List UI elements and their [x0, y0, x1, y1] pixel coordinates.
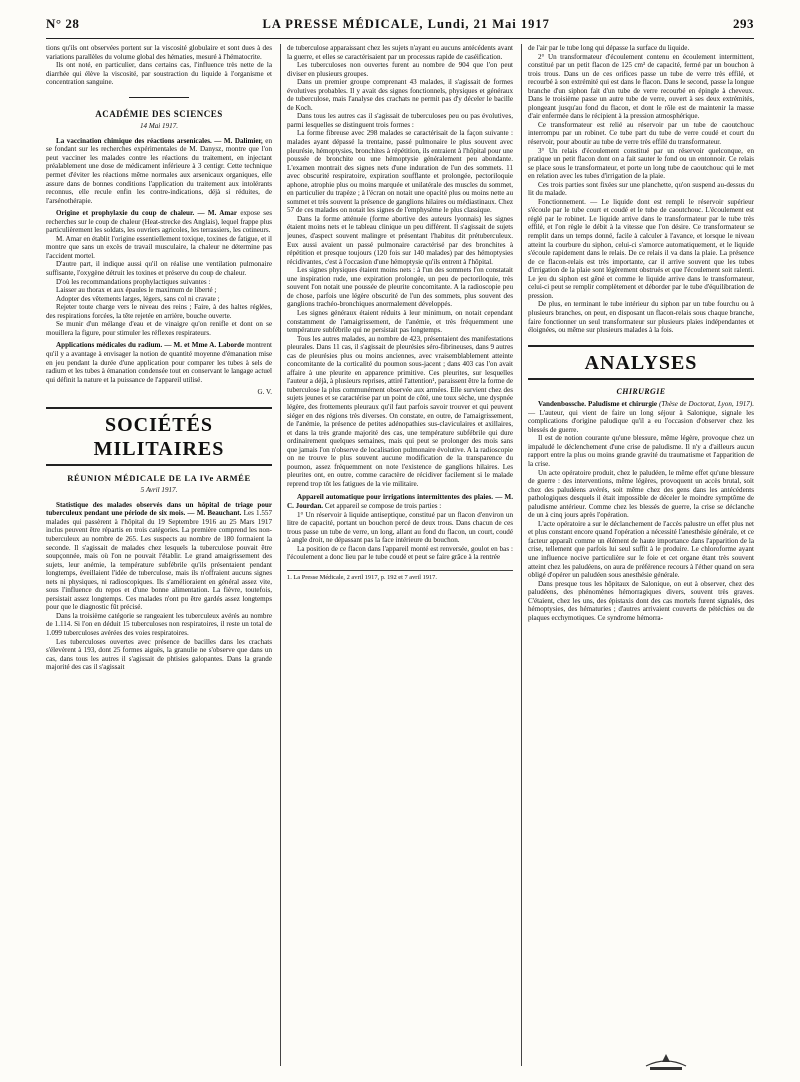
paragraph: Tous les autres malades, au nombre de 423, présentaient des manifestations pleurales. Dans 11 cas, il s'agissait de pleurésies séro-fibrineuses, dans 9 autres cas de pleurésies plus ou moins anciennes, avec vraisemblablement atteinte concomitante de la corticalité du poumon sous-jacent ; dans 403 cas l'on avait affaire à une pleurite en apparence primitive. Ces pleurites, sur lesquelles l'auteur a déjà, à plusieurs reprises, attiré l'attention¹, paraissent être la forme de tuberculose la plus communément observée aux armées. Elle survient chez des sujets jeunes et se caractérise par un point de côté, une toux sèche, une dyspnée légère, des frottements pleuraux qu'il faut parfois savoir trouver et qui peuvent siéger en des régions très diverses. On constate, en outre, de l'amaigrissement, de l'anémie, la présence de petites adénopathies sus-claviculaires et axillaires, et dans la très grande majorité des cas, une température subfébrile qui dure ordinairement quelques semaines, mais qui peut se prolonger des mois sans que jamais l'on n'observe de localisation pulmonaire évolutive. A la radioscopie on ne trouve le plus souvent aucune modification de la transparence du poumon, assez fréquemment on note l'existence de ganglions hilaires. Les pleurites ont, en outre, comme caractère de récidiver facilement si le malade reprend trop tôt les fatigues de la vie militaire. [287, 334, 513, 488]
column-separator [521, 44, 522, 1066]
page-header [46, 14, 754, 34]
paragraph: Les signes physiques étaient moins nets : à l'un des sommets l'on constatait une inspiration rude, une expiration prolongée, un peu de pectoriloquie, très souvent l'on notait une poussée de pleurite concomitante. A la radioscopie peu de chose, parfois une légère obscurité de l'un des sommets, plus souvent des ganglions trachéo-bronchiques anormalement développés. [287, 266, 513, 309]
paragraph: M. Amar en établit l'origine essentiellement toxique, toxines de fatigue, et il montre que sans un excès de travail musculaire, la chaleur ne détermine pas l'accident mortel. [46, 234, 272, 260]
masthead-title: LA PRESSE MÉDICALE, Lundi, 21 Mai 1917 [262, 16, 550, 31]
paragraph: de tuberculose apparaissant chez les sujets n'ayant eu aucuns antécédents avant la guerre, et elles se caractérisaient par un processus rapide de caséification. [287, 44, 513, 61]
paragraph: Fonctionnement. — Le liquide dont est rempli le réservoir supérieur s'écoule par le tube court et coudé et le tube de caoutchouc. L'écoulement est réglé par le robinet. Le liquide arrive dans le transformateur par le tube très effilé, et l'on règle le débit à la vitesse que l'on désire. Ce transformateur se remplit dans un temps donné, facile à calculer à l'avance, et lorsque le niveau atteint la courbure du siphon, celui-ci s'amorce automatiquement, et le liquide s'écoule rapidement dans le relais. De ce relais il va dans la plaie. La présence de ce flacon-relais est très importante, car il arrive souvent que les tubes d'irrigation de la plaie sont légèrement obstrués et que l'écoulement soit ralenti. Le jeu du siphon est gêné et comme le liquide arrive dans le transformateur, celui-ci peut se remplir complètement et déborder par le tube d'équilibration de pression. [528, 197, 754, 300]
paragraph: La forme fibreuse avec 298 malades se caractérisait de la façon suivante : malades ayant dépassé la trentaine, passé pulmonaire le plus souvent avec pleurésie, hémoptysies, bronchites à répétition, ils entraient à l'hôpital pour une poussée de bronchite ou une hémoptysie généralement peu abondante. L'examen montrait des signes nets d'une induration de l'un des sommets. 11 avec obscurité respiratoire, expiration soufflante et prolongée, pectoriloquie aphone, atrophie plus ou moins marquée et unilatérale des muscles du sommet, en particulier du trapèze ; à l'écran on notait une opacité plus ou moins nette au sommet et très souvent la présence de ganglions hilaires ou médiastinaux. Chez 57 de ces malades on notait les signes de l'emphysème le plus classique. [287, 129, 513, 215]
paragraph: De plus, en terminant le tube intérieur du siphon par un tube fourchu ou à plusieurs branches, on peut, en disposant un flacon-relais sous chaque branche, faire fonctionner un seul transformateur sur plusieurs plaies indépendantes et éloignées, ou même sur plusieurs malades à la fois. [528, 300, 754, 335]
paragraph: de l'air par le tube long qui dépasse la surface du liquide. [528, 44, 690, 52]
dateline: 14 Mai 1917. [139, 122, 179, 131]
article-body: Les 1.557 malades qui passèrent à l'hôpital du 19 Septembre 1916 au 25 Mars 1917 inclus peuvent être répartis en trois catégories. La première comprend les non-tuberculeux au nombre de 265. Les suspects au nombre de 180 formaient la seconde. Il s'agissait de malades chez lesquels la tuberculose pouvait être soupçonnée, mais où l'on ne pouvait l'établir. Le grand amaigrissement des sujets, leur anémie, la température subfébrile qu'ils présentaient pendant longtemps, éveillaient l'idée de tuberculose, mais ils n'offraient aucuns signes nets ni physiques, ni radioscopiques. Ils s'amélioraient en général assez vite, sous l'influence du repos et d'une bonne alimentation. La fièvre, toutefois, persistait assez longtemps. Ces malades n'ont pu être gardés assez longtemps pour que le diagnostic fût précisé. [46, 509, 272, 612]
article-title: Vandenbossche. Paludisme et chirurgie [538, 400, 657, 409]
section-banner: SOCIÉTÉS MILITAIRES [46, 407, 272, 466]
paragraph: 3° Un relais d'écoulement constitué par un réservoir quelconque, en pratique un petit flacon dont on a fait sauter le fond ou un entonnoir. Ce relais se place sous le transformateur, et porte un long tube de caoutchouc qui le met en relation avec les tubes d'irrigation de la plaie. [528, 146, 754, 181]
footnote: 1. La Presse Médicale, 2 avril 1917, p. 192 et 7 avril 1917. [287, 570, 513, 582]
signature: G. V. [257, 388, 272, 397]
paragraph: Laisser au thorax et aux épaules le maximum de liberté ; [56, 286, 217, 295]
paragraph: Ils ont noté, en particulier, dans certains cas, l'influence très nette de la diarrhée qui élève la viscosité, par soustraction du liquide à l'organisme et concentration sanguine. [46, 61, 272, 87]
paragraph: 2° Un transformateur d'écoulement contenu en écoulement intermittent, constitué par un petit flacon de 125 cm³ de capacité, fermé par un bouchon à trois trous. Dans un de ces orifices passe un tube de verre très effilé, et recourbé à son extrémité qui est dans le flacon. Dans le second, passe la longue branche d'un siphon fait d'un tube de verre recourbé en épingle à cheveux. Dans le troisième passe un autre tube de verre, ouvert à ses deux extrémités, plongeant jusqu'au fond du flacon, et dont le rôle est de maintenir la masse d'air enfermée dans le récipient à la pression atmosphérique. [528, 52, 754, 121]
paragraph: tions qu'ils ont observées portent sur la viscosité globulaire et sont dues à des variations parallèles du volume global des hématies, mesuré à l'hématocrite. [46, 44, 272, 61]
paragraph: Dans presque tous les hôpitaux de Salonique, on eut à observer, chez des paludéens, des phénomènes hémorragiques divers, souvent très graves. C'étaient, chez les uns, des épistaxis dont des cas mortels furent signalés, des hémoptysies, des hématuries ; d'autres arrivaient couverts de pétéchies ou de plaques ecchymotiques. Ce syndrome hémorra- [528, 579, 754, 622]
section-heading: ACADÉMIE DES SCIENCES [95, 108, 223, 119]
header-rule [46, 38, 754, 39]
article-body: en se fondant sur les recherches expérimentales de M. Danysz, montre que l'on peut vacciner les malades contre les réactions du traitement, en injectant préalablement une dose de médicament inférieure à 3 centigr. Cette technique permet d'éviter les réactions même normales aux arsenicaux organiques, elle assure dans de bonnes conditions l'application du traitement aux intolérants reconnus, elle recule enfin les contre-indications, déjà si réduites, de l'arsénothérapie. [46, 136, 272, 205]
column-separator [280, 44, 281, 1066]
paragraph: 1° Un réservoir à liquide antiseptique, constitué par un flacon d'environ un litre de capacité, portant un bouchon percé de deux trous. Dans chacun de ces trous passe un tube de verre, un long, allant au fond du flacon, un court, coudé à angle droit, ne dépassant pas la face intérieure du bouchon. [287, 510, 513, 545]
section-banner: ANALYSES [528, 345, 754, 380]
article-body: montrent qu'il y a avantage à envisager la notion de quantité moyenne d'émanation mise en jeu pendant la durée d'une application pour comparer les tubes à sels de radium et les tubes à émanation condensée tout en conservant le langage actuel qui définit la nature et la puissance de l'appareil utilisé. [46, 341, 272, 384]
section-subheading: RÉUNION MÉDICALE DE LA IVe ARMÉE [67, 472, 251, 483]
paragraph: Les tuberculoses ouvertes avec présence de bacilles dans les crachats s'élevèrent à 193, dont 25 formes aiguës, la granulie ne s'observe que dans un cas, dans tous les autres il s'agissait de phtisies galopantes. Dans la grande majorité des cas il s'agissait [46, 637, 272, 672]
paragraph: La position de ce flacon dans l'appareil monté est renversée, goulot en bas : l'écoulement a donc lieu par le tube coudé et peut se faire grâce à la rentrée [287, 544, 513, 562]
paragraph: Adopter des vêtements larges, légers, sans col ni cravate ; [56, 294, 220, 303]
article-title: Applications médicales du radium. — M. et Mme A. Laborde [56, 341, 245, 350]
column-2 [287, 44, 513, 1064]
paragraph: Ce transformateur est relié au réservoir par un tube de caoutchouc interrompu par un robinet. Ce tube part du tube de verre coudé et court du réservoir, pour aboutir au tube de verre très effilé du transformateur. [528, 120, 754, 147]
article-body: expose ses recherches sur le coup de chaleur (Heat-strecke des Anglais), lequel frappe plus particulièrement les soldats, les ouvriers agricoles, les terrassiers, les cotineurs. [46, 209, 272, 235]
article-title: Origine et prophylaxie du coup de chaleur. — M. Amar [56, 209, 238, 218]
paragraph: Rejeter toute charge vers le niveau des reins ; Faire, à des haltes réglées, des respirations forcées, la tête rejetée en arrière, bouche ouverte. [46, 303, 272, 320]
page-number: 293 [732, 15, 754, 31]
paragraph: D'autre part, il indique aussi qu'il on réalise une ventilation pulmonaire suffisante, l'oxygène détruit les toxines et préserve du coup de chaleur. [46, 260, 272, 278]
section-label: CHIRURGIE [616, 386, 666, 396]
paragraph: D'où les recommandations prophylactiques suivantes : [56, 277, 211, 286]
paragraph: Dans tous les autres cas il s'agissait de tuberculoses peu ou pas évolutives, parmi lesquelles se distinguent trois formes : [287, 112, 513, 129]
divider [129, 97, 189, 98]
issue-number: N° 28 [46, 15, 80, 31]
column-1 [46, 44, 272, 1064]
dateline: 5 Avril 1917. [140, 486, 178, 495]
article-title: La vaccination chimique des réactions arsenicales. — M. Dalimier, [56, 136, 263, 145]
paragraph: Ces trois parties sont fixées sur une planchette, qu'on suspend au-dessus du lit du malade. [528, 180, 754, 198]
article-reference: (Thèse de Doctorat, Lyon, 1917). [658, 400, 754, 409]
paragraph: Les signes généraux étaient réduits à leur minimum, on notait cependant constamment de l'amaigrissement, de l'anémie, et très fréquemment une température subfébrile qui ne persistait pas longtemps. [287, 308, 513, 335]
paragraph: Les tuberculoses non ouvertes furent au nombre de 904 que l'on peut diviser en plusieurs groupes. [287, 61, 513, 78]
paragraph: Dans la troisième catégorie se rangeaient les tuberculeux avérés au nombre de 1.114. Si l'on en déduit 15 tuberculoses non respiratoires, il reste un total de 1.099 tuberculoses avérées des voies respiratoires. [46, 611, 272, 637]
printer-ornament-icon [640, 1052, 692, 1074]
paragraph: L'acte opératoire a sur le déclanchement de l'accès palustre un effet plus net et plus constant encore quand l'opération a nécessité l'anesthésie générale, et ce facteur apparaît comme un élément de haute importance dans l'apparition de la crise, tellement que parfois lui seul suffit à le produire. Le chloroforme ayant une influence nocive particulière sur le foie et cet organe étant très souvent atteint chez les paludéens, on aura de préférence recours à l'éther quand on sera obligé d'opérer un paludéen sous anesthésie générale. [528, 519, 754, 580]
paragraph: Dans la forme atténuée (forme abortive des auteurs lyonnais) les signes étaient moins nets et le tableau clinique un peu différent. Il s'agissait de sujets jeunes, d'aspect souvent malingre et présentant l'habitus dit prétuberculeux. Eux aussi avaient un passé pulmonaire caractérisé par des bronchites à répétition et presque toujours (120 fois sur 140 malades) par des hémoptysies récidivantes, c'est à l'occasion d'une hémoptysie qu'ils entrent à l'hôpital. [287, 214, 513, 266]
paragraph: Il est de notion courante qu'une blessure, même légère, provoque chez un impaludé le déclenchement d'une crise de paludisme. Il n'y a d'ailleurs aucun rapport entre la plus ou moins grande gravité du traumatisme et l'apparition de la crise. [528, 434, 754, 468]
column-3 [528, 44, 754, 1064]
paragraph: Se munir d'un mélange d'eau et de vinaigre qu'on renifle et dont on se mouillera la figure, pour stimuler les réflexes respirateurs. [46, 320, 272, 337]
article-title: Appareil automatique pour irrigations intermittentes des plaies. — M. C. Jourdan. [287, 493, 513, 510]
article-body: — L'auteur, qui vient de faire un long séjour à Salonique, signale les complications d'origine paludique qu'il a eu l'occasion d'observer chez les blessés de guerre. [528, 408, 754, 434]
article-title: Statistique des malades observés dans un hôpital de triage pour tuberculeux pendant une période de six mois. — M. Beauchant. [46, 500, 272, 518]
paragraph: Dans un premier groupe comprenant 43 malades, il s'agissait de formes évolutives probables. Il y avait des signes fonctionnels, physiques et généraux de tuberculose, mais l'analyse des crachats ne permit pas d'y déceler le bacille de Koch. [287, 78, 513, 112]
article-body: Cet appareil se compose de trois parties : [324, 501, 442, 510]
paragraph: Un acte opératoire produit, chez le paludéen, le même effet qu'une blessure de guerre : des interventions, même légères, provoquent un accès brutal, soit chez des paludéens avérés, soit même chez des gens dans les antécédents pathologiques desquels il était impossible de déceler le moindre symptôme de paludisme antérieur. Comme chez les blessés de guerre, la crise se déclanche de un à cinq jours après l'opération. [528, 468, 754, 520]
